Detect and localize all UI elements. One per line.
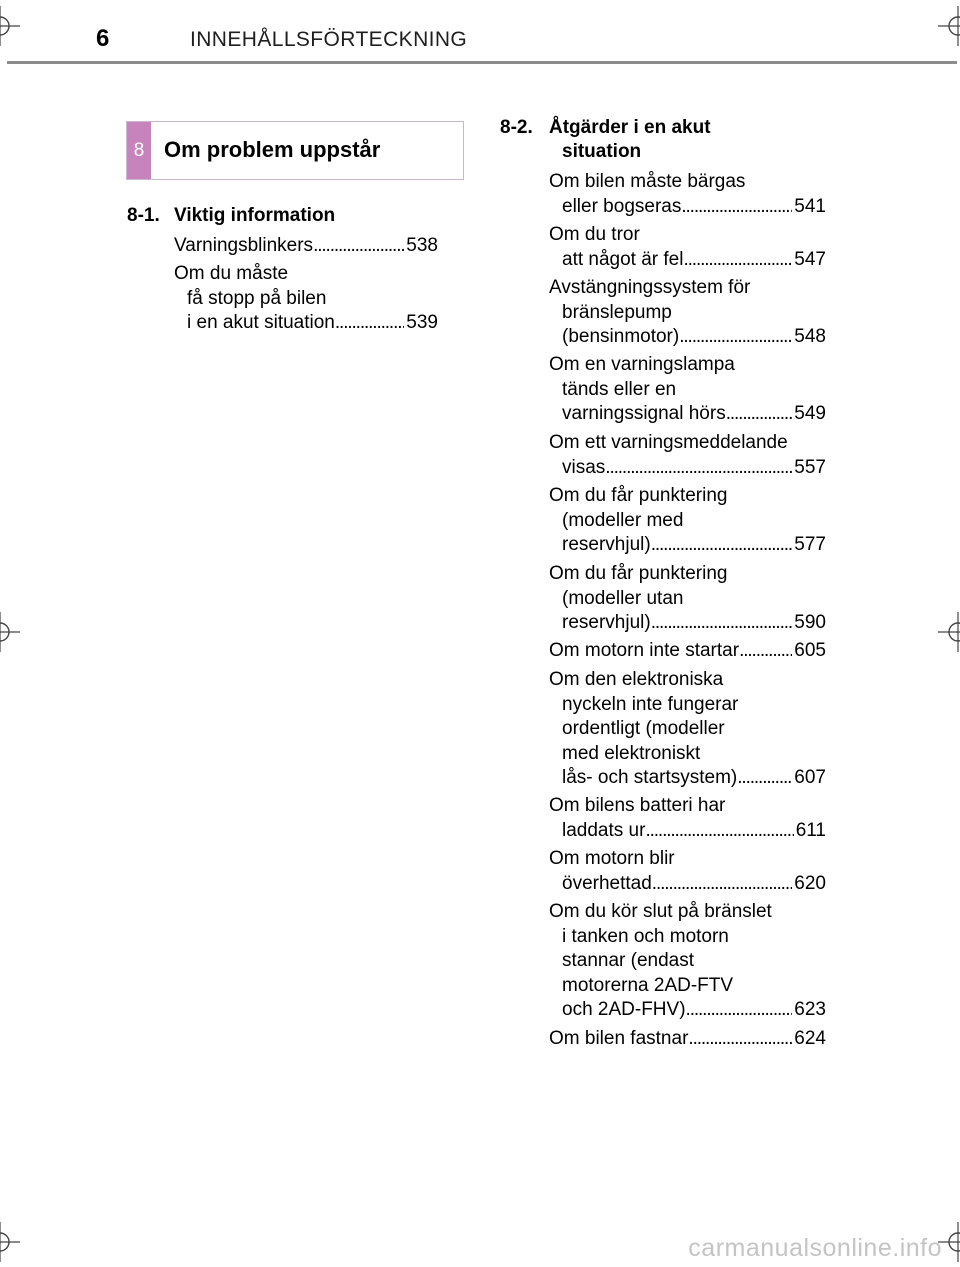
toc-page-number: 539 bbox=[406, 312, 438, 333]
toc-page-number: 557 bbox=[794, 456, 826, 478]
toc-entry[interactable]: Om du kör slut på bränslet i tanken och motorn stannar (endast motorerna 2AD-FTV och 2AD-FHV) . . . 623 bbox=[549, 900, 826, 1023]
toc-page-number: 605 bbox=[794, 640, 826, 661]
toc-entry[interactable]: Om du får punktering (modeller med reservhjul) . . . 577 bbox=[549, 484, 826, 558]
registration-mark-icon bbox=[938, 612, 960, 652]
toc-entry[interactable]: Om bilen måste bärgas eller bogseras . . . 541 bbox=[549, 170, 826, 219]
toc-page-number: 577 bbox=[794, 534, 826, 555]
toc-entry[interactable]: Om bilen fastnar . . . 624 bbox=[549, 1027, 826, 1052]
toc-page-number: 538 bbox=[406, 235, 438, 256]
toc-page-number: 623 bbox=[794, 999, 826, 1020]
chapter-number-tab: 8 bbox=[127, 122, 151, 179]
toc-page-number: 549 bbox=[794, 403, 826, 424]
chapter-title: Om problem uppstår bbox=[164, 137, 381, 162]
toc-entry[interactable]: Om bilens batteri har laddats ur . . . 611 bbox=[549, 794, 826, 843]
toc-entry[interactable]: Om motorn blir överhettad . . . 620 bbox=[549, 847, 826, 896]
toc-page-number: 611 bbox=[795, 819, 826, 841]
section-title: Viktig information bbox=[174, 205, 336, 226]
registration-mark-icon bbox=[938, 6, 960, 46]
header-divider bbox=[7, 61, 957, 64]
toc-page-number: 590 bbox=[794, 612, 826, 633]
toc-entry[interactable]: Om du får punktering (modeller utan reservhjul) . . . 590 bbox=[549, 562, 826, 636]
section-number: 8-1. bbox=[127, 205, 160, 226]
page-number: 6 bbox=[96, 25, 110, 52]
toc-entry[interactable]: Om en varningslampa tänds eller en varningssignal hörs . . . 549 bbox=[549, 353, 826, 427]
toc-entry[interactable]: Om ett varningsmeddelande visas . . . 557 bbox=[549, 431, 826, 480]
toc-page-number: 607 bbox=[794, 767, 826, 788]
toc-page-number: 548 bbox=[794, 326, 826, 347]
toc-page-number: 547 bbox=[794, 248, 826, 270]
toc-entry[interactable]: Om du tror att något är fel . . . 547 bbox=[549, 223, 826, 272]
registration-mark-icon bbox=[0, 612, 20, 652]
page-header-title: INNEHÅLLSFÖRTECKNING bbox=[190, 28, 468, 51]
toc-page-number: 620 bbox=[794, 872, 826, 894]
chapter-heading-box bbox=[126, 121, 464, 180]
toc-entry[interactable]: Om motorn inte startar . . . 605 bbox=[549, 639, 826, 664]
section-title: Åtgärder i en akut situation bbox=[549, 117, 711, 162]
toc-entry[interactable]: Om den elektroniska nyckeln inte fungerar ordentligt (modeller med elektroniskt lås- och startsystem) . . . 607 bbox=[549, 668, 826, 791]
registration-mark-icon bbox=[0, 6, 20, 46]
registration-mark-icon bbox=[0, 1222, 20, 1262]
watermark-logo: carmanualsonline.info bbox=[688, 1234, 942, 1262]
section-number: 8-2. bbox=[500, 117, 533, 138]
toc-entry[interactable]: Avstängningssystem för bränslepump (bensinmotor) . . . 548 bbox=[549, 276, 826, 350]
toc-entry[interactable]: Varningsblinkers . . . 538 bbox=[174, 234, 438, 259]
toc-page-number: 541 bbox=[794, 195, 826, 217]
toc-entry[interactable]: Om du måste få stopp på bilen i en akut situation . . . 539 bbox=[174, 262, 438, 336]
toc-page-number: 624 bbox=[794, 1028, 826, 1049]
